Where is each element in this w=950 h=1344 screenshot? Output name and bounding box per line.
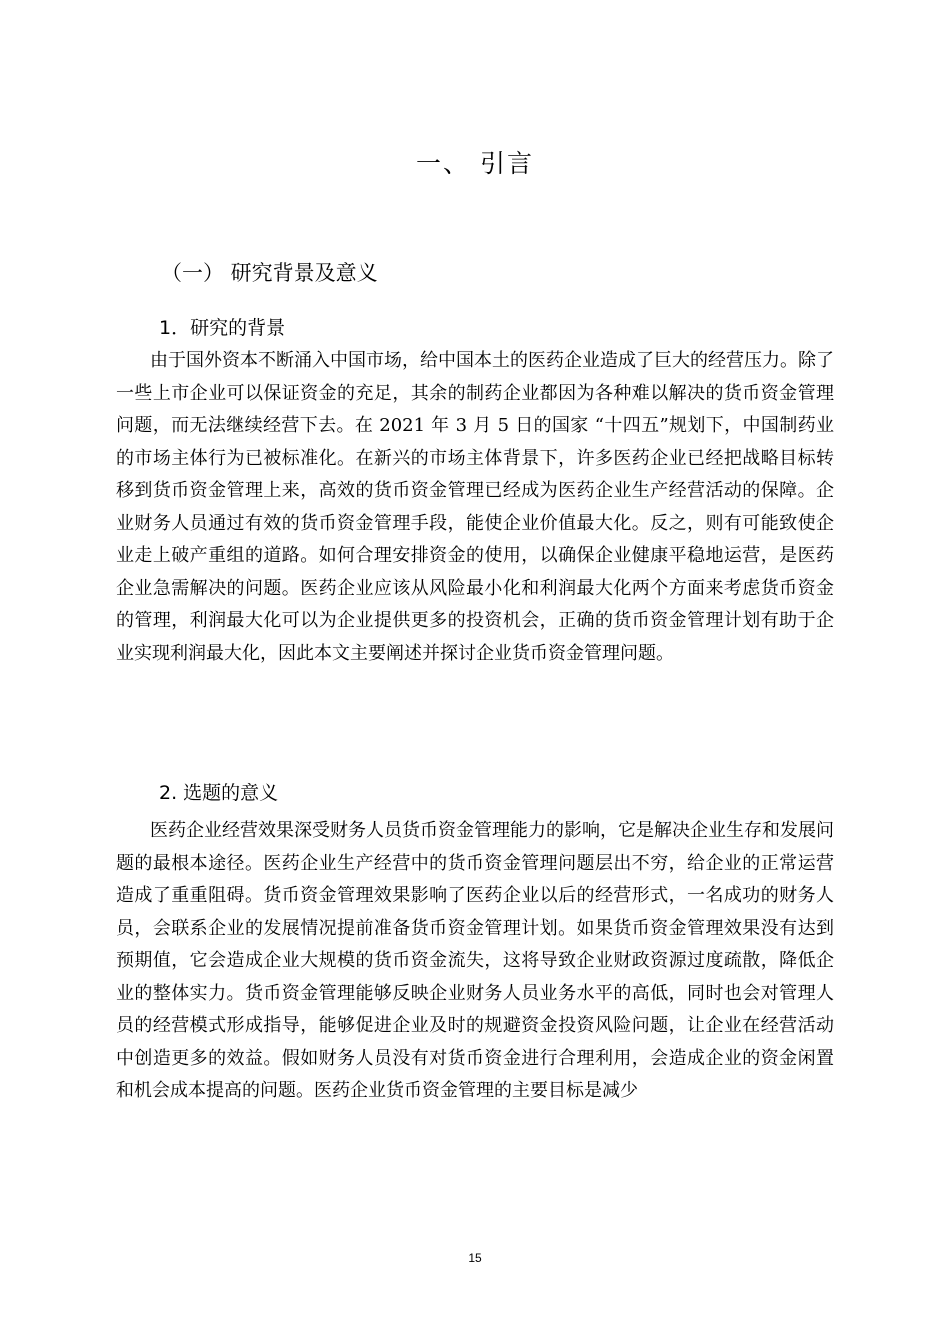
chapter-title: 一、 引言 — [416, 149, 534, 178]
section-title: （一） 研究背景及意义 — [161, 261, 378, 285]
subsection-heading-background: 1．研究的背景 — [159, 317, 286, 339]
subsection-heading-significance: 2. 选题的意义 — [159, 782, 279, 804]
paragraph-background: 由于国外资本不断涌入中国市场，给中国本土的医药企业造成了巨大的经营压力。除了一些上市企业可以保证资金的充足，其余的制药企业都因为各种难以解决的货币资金管理问题，而无法继续经营下去。在 2021 年 3 月 5 日的国家 “十四五”规划下，中国制药业的市场主体行为已被标准化。在新兴的市场主体背景下，许多医药企业已经把战略目标转移到货币资金管理上来，高效的货币资金管理已经成为医药企业生产经营活动的保障。企业财务人员通过有效的货币资金管理手段，能使企业价值最大化。反之，则有可能致使企业走上破产重组的道路。如何合理安排资金的使用，以确保企业健康平稳地运营，是医药企业急需解决的问题。医药企业应该从风险最小化和利润最大化两个方面来考虑货币资金的管理，利润最大化可以为企业提供更多的投资机会，正确的货币资金管理计划有助于企业实现利润最大化，因此本文主要阐述并探讨企业货币资金管理问题。 — [116, 350, 834, 664]
page-number: 15 — [468, 1251, 482, 1265]
paragraph-significance: 医药企业经营效果深受财务人员货币资金管理能力的影响，它是解决企业生存和发展问题的最根本途径。医药企业生产经营中的货币资金管理问题层出不穷，给企业的正常运营造成了重重阻碍。货币资金管理效果影响了医药企业以后的经营形式，一名成功的财务人员，会联系企业的发展情况提前准备货币资金管理计划。如果货币资金管理效果没有达到预期值，它会造成企业大规模的货币资金流失，这将导致企业财政资源过度疏散，降低企业的整体实力。货币资金管理能够反映企业财务人员业务水平的高低，同时也会对管理人员的经营模式形成指导，能够促进企业及时的规避资金投资风险问题，让企业在经营活动中创造更多的效益。假如财务人员没有对货币资金进行合理利用，会造成企业的资金闲置和机会成本提高的问题。医药企业货币资金管理的主要目标是减少 — [116, 820, 834, 1101]
